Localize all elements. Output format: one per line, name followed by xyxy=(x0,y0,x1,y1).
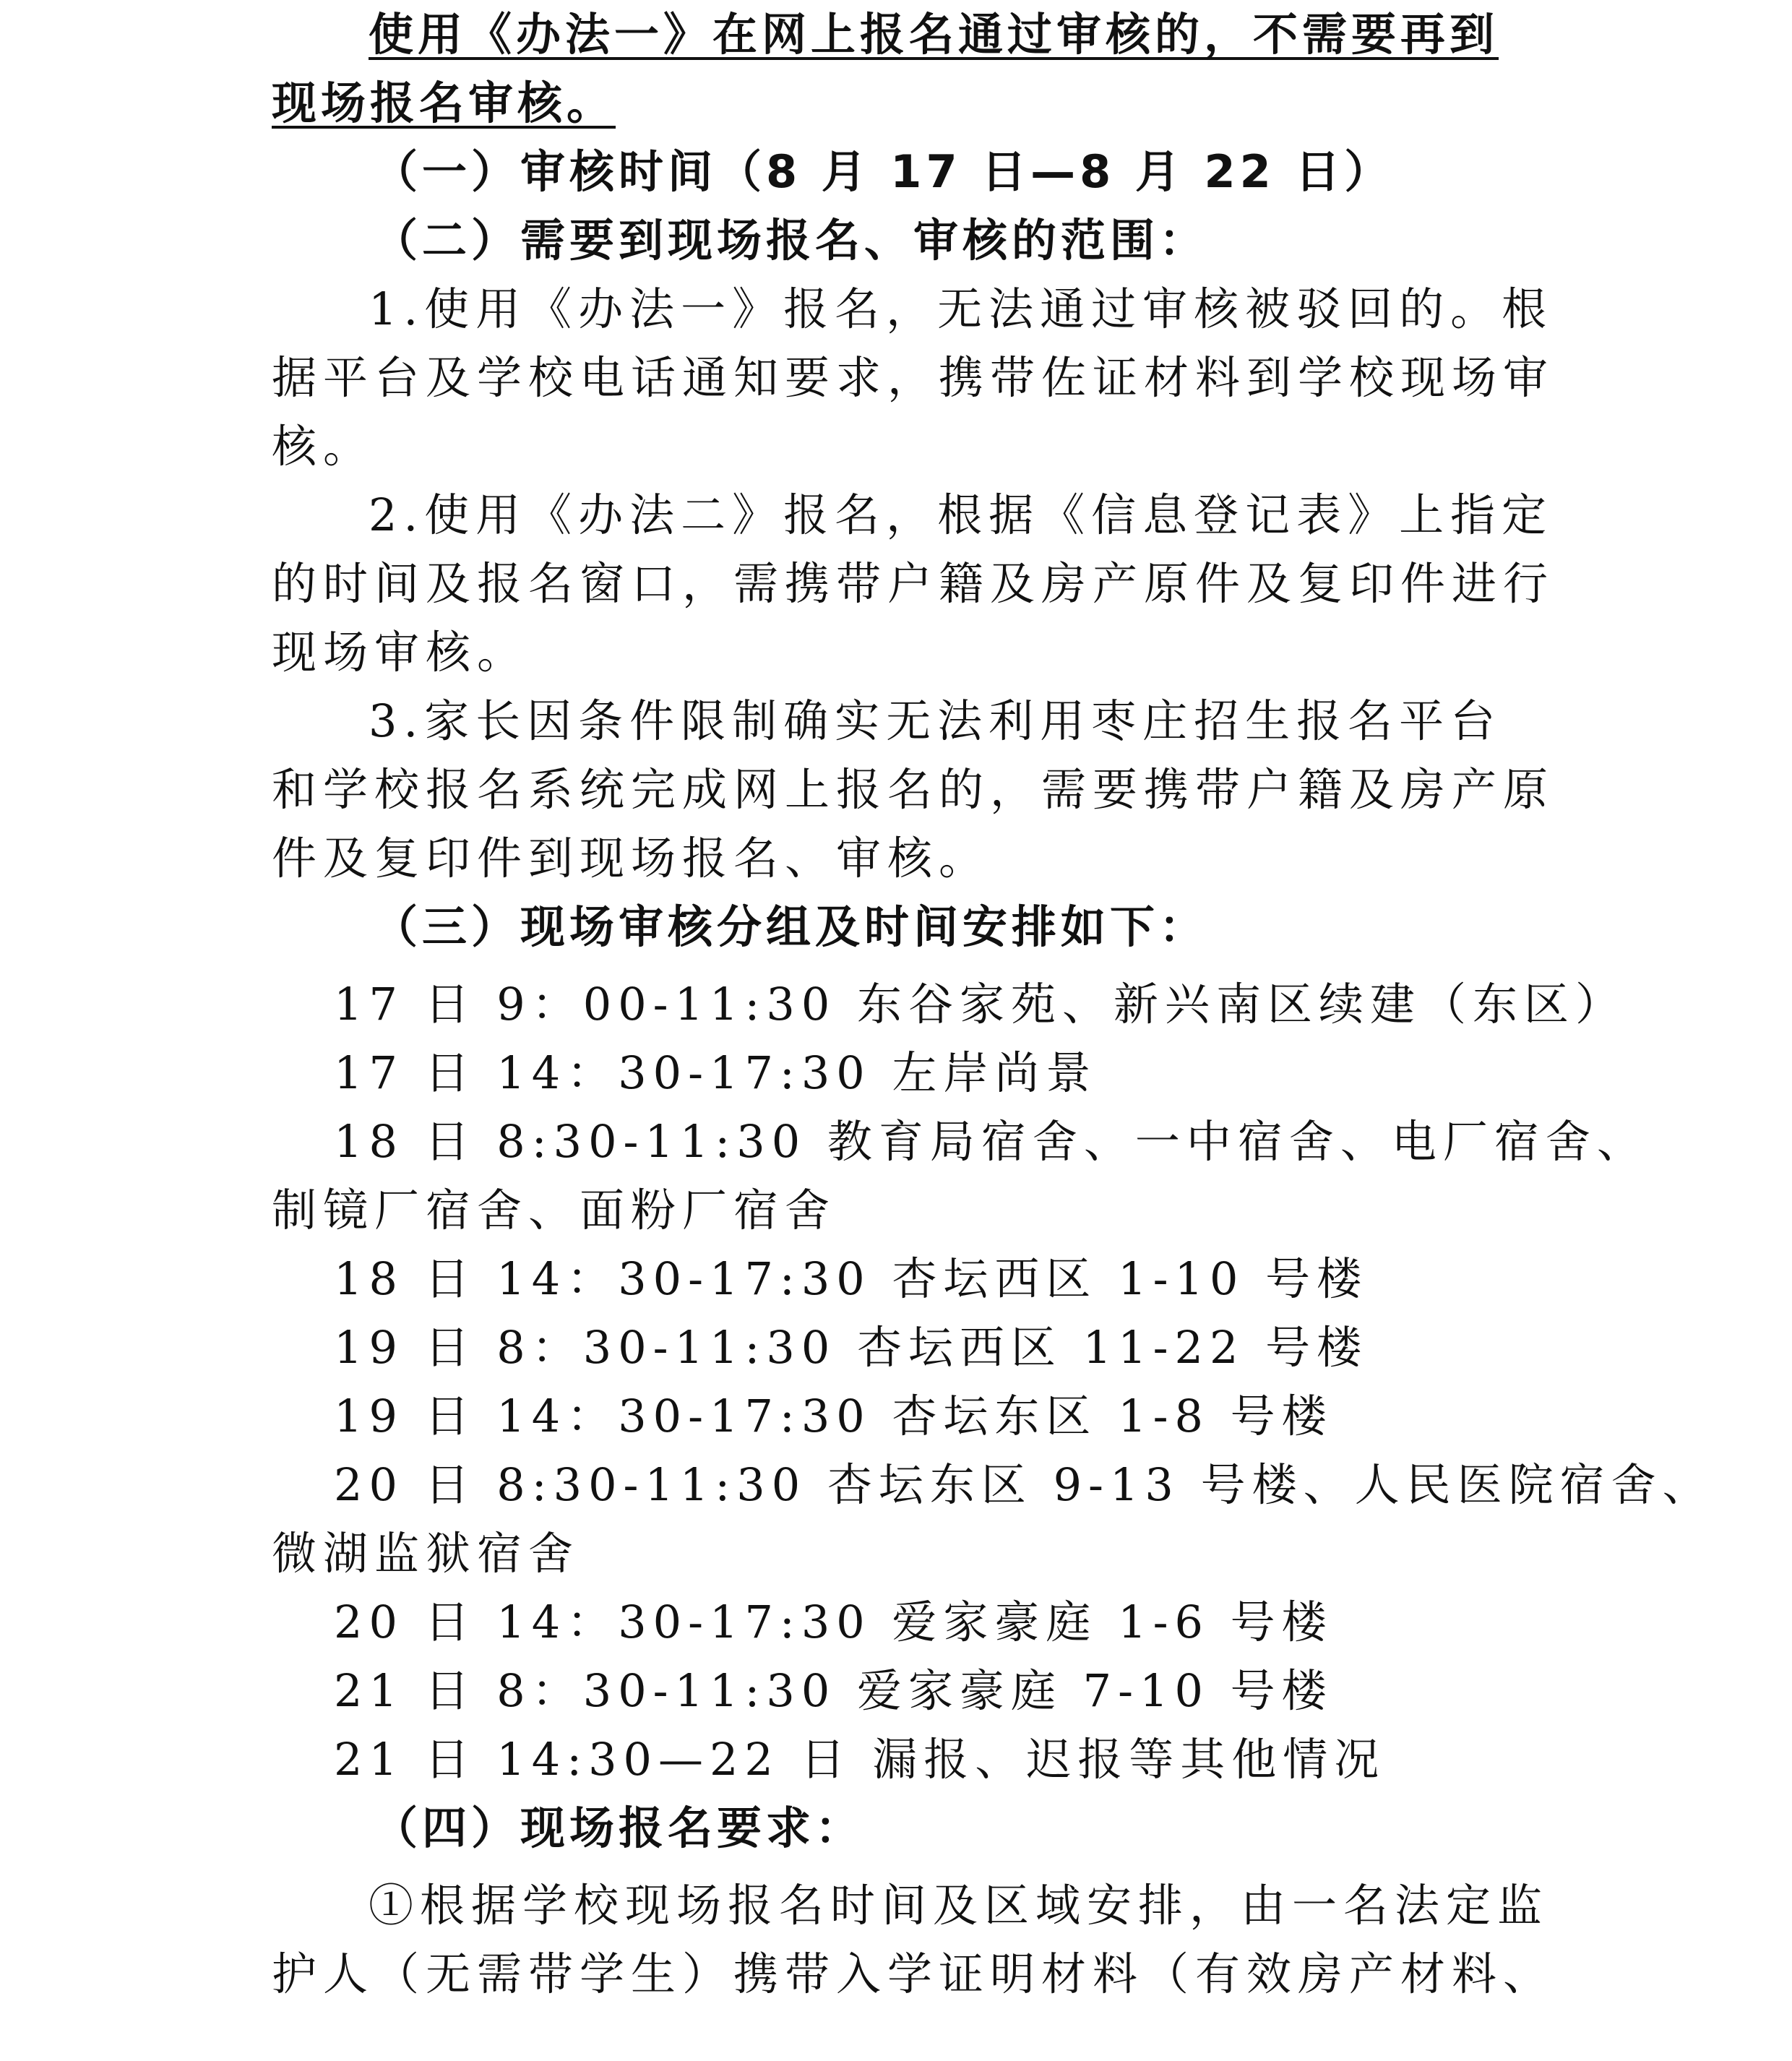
item1-line-2: 据平台及学校电话通知要求，携带佐证材料到学校现场审 xyxy=(272,351,1555,404)
requirement1-line-2: 护人（无需带学生）携带入学证明材料（有效房产材料、 xyxy=(272,1948,1555,2000)
document-body xyxy=(272,0,1714,2008)
schedule-line-12: 21 日 14:30—22 日 漏报、迟报等其他情况 xyxy=(334,1733,1386,1786)
section-heading-requirements: （四）现场报名要求： xyxy=(373,1802,865,1854)
item3-line-2: 和学校报名系统完成网上报名的，需要携带户籍及房产原 xyxy=(272,763,1555,816)
item2-line-2: 的时间及报名窗口，需携带户籍及房产原件及复印件进行 xyxy=(272,557,1555,610)
item1-line-3: 核。 xyxy=(272,420,375,473)
schedule-line-5: 18 日 14：30-17:30 杏坛西区 1-10 号楼 xyxy=(334,1252,1369,1305)
notice-line-1: 使用《办法一》在网上报名通过审核的，不需要再到 xyxy=(369,8,1499,61)
schedule-line-1: 17 日 9：00-11:30 东谷家苑、新兴南区续建（东区） xyxy=(334,978,1627,1030)
item2-line-3: 现场审核。 xyxy=(272,626,529,679)
schedule-line-8: 20 日 8:30-11:30 杏坛东区 9-13 号楼、人民医院宿舍、 xyxy=(334,1458,1714,1511)
schedule-line-9: 微湖监狱宿舍 xyxy=(272,1527,580,1580)
notice-line-2: 现场报名审核。 xyxy=(272,77,616,129)
section-heading-audit-time: （一）审核时间（8 月 17 日—8 月 22 日） xyxy=(373,145,1394,198)
requirement1-line-1: ①根据学校现场报名时间及区域安排，由一名法定监 xyxy=(369,1879,1549,1932)
schedule-line-2: 17 日 14：30-17:30 左岸尚景 xyxy=(334,1046,1098,1099)
schedule-line-6: 19 日 8：30-11:30 杏坛西区 11-22 号楼 xyxy=(334,1321,1369,1374)
schedule-line-11: 21 日 8：30-11:30 爱家豪庭 7-10 号楼 xyxy=(334,1664,1333,1717)
section-heading-schedule: （三）现场审核分组及时间安排如下： xyxy=(373,900,1209,953)
section-heading-scope: （二）需要到现场报名、审核的范围： xyxy=(373,214,1209,267)
item3-line-3: 件及复印件到现场报名、审核。 xyxy=(272,832,991,885)
schedule-line-7: 19 日 14：30-17:30 杏坛东区 1-8 号楼 xyxy=(334,1390,1333,1442)
item1-line-1: 1.使用《办法一》报名，无法通过审核被驳回的。根 xyxy=(369,283,1554,335)
schedule-line-4: 制镜厂宿舍、面粉厂宿舍 xyxy=(272,1184,837,1236)
schedule-line-3: 18 日 8:30-11:30 教育局宿舍、一中宿舍、电厂宿舍、 xyxy=(334,1115,1648,1168)
schedule-line-10: 20 日 14：30-17:30 爱家豪庭 1-6 号楼 xyxy=(334,1596,1333,1648)
item2-line-1: 2.使用《办法二》报名，根据《信息登记表》上指定 xyxy=(369,489,1554,541)
item3-line-1: 3.家长因条件限制确实无法利用枣庄招生报名平台 xyxy=(369,694,1502,747)
